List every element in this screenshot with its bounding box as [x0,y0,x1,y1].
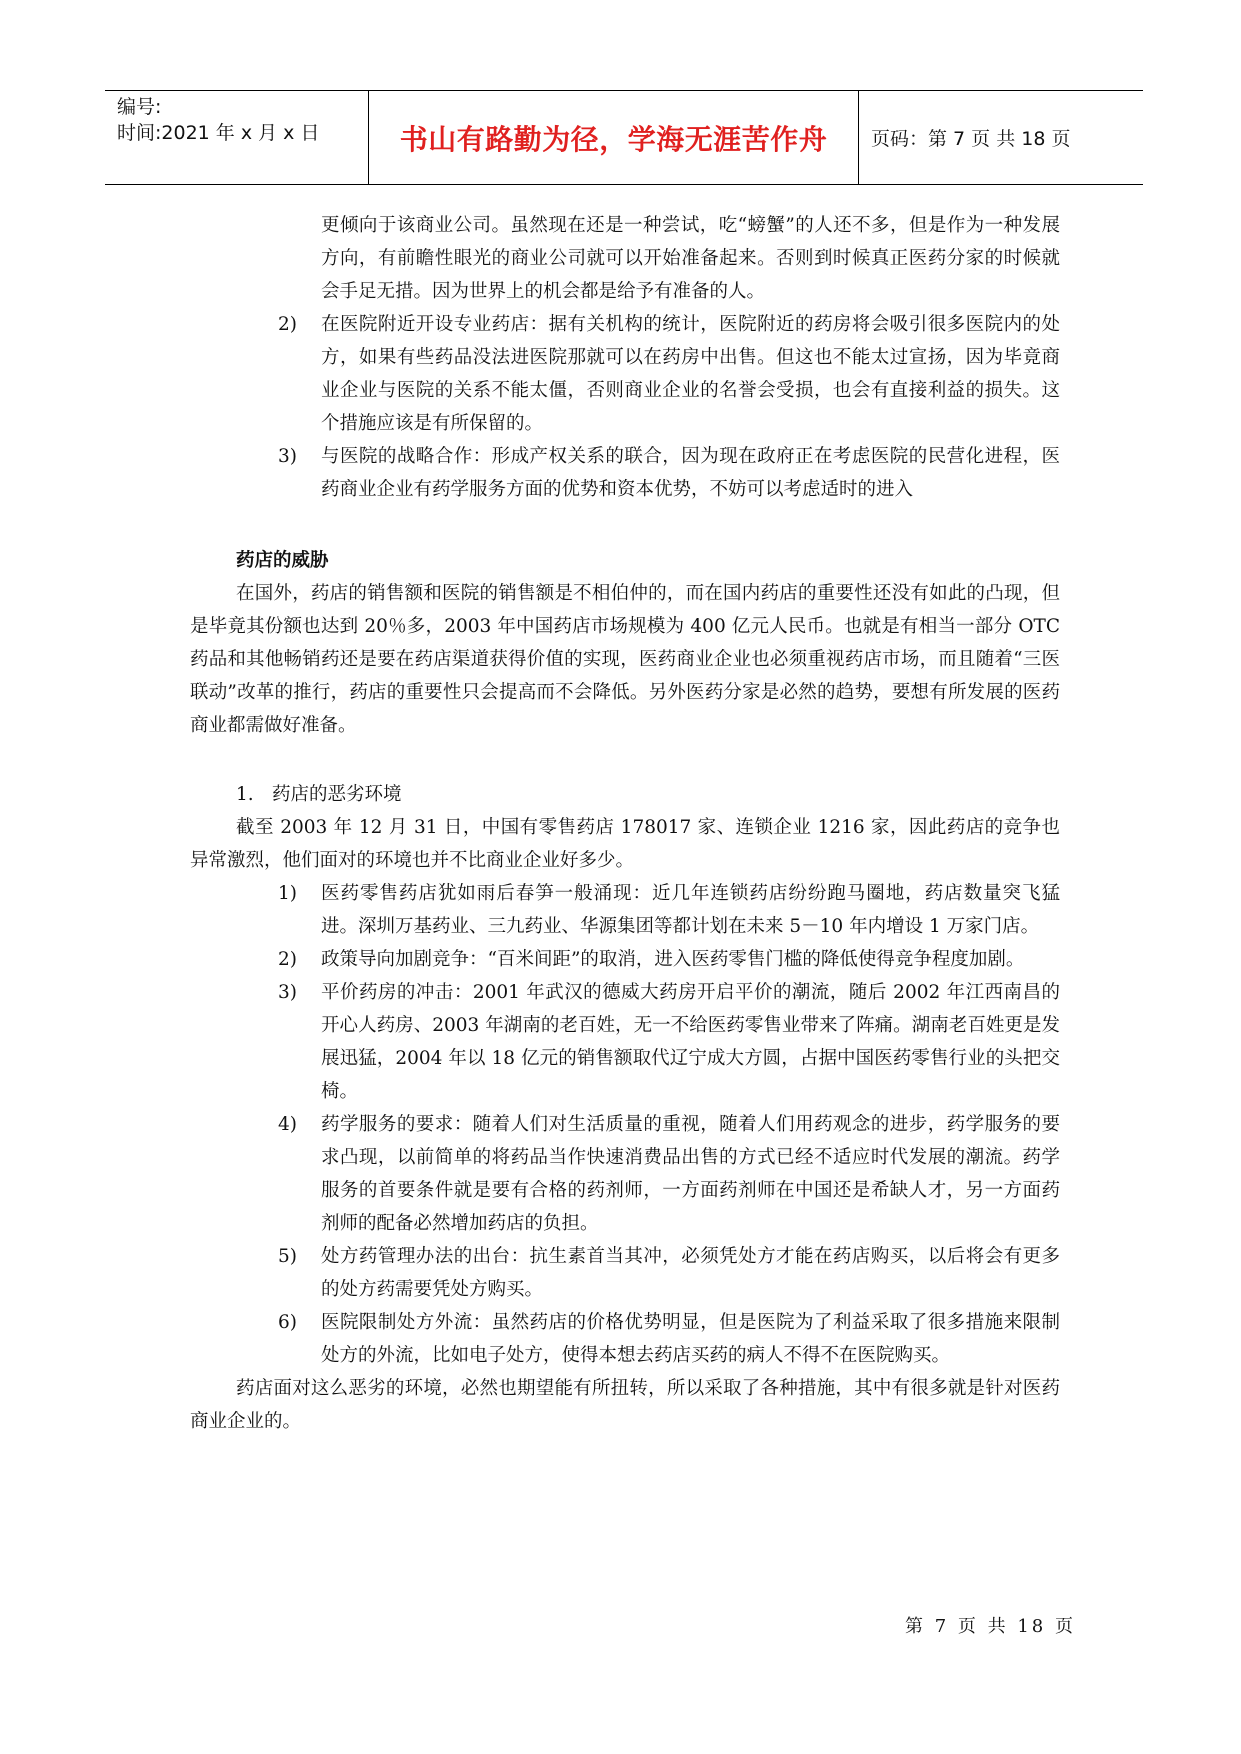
section-heading: 药店的威胁 [236,550,329,571]
paragraph: 在国外，药店的销售额和医院的销售额是不相伯仲的，而在国内药店的重要性还没有如此的凸现，但是毕竟其份额也达到 20％多，2003 年中国药店市场规模为 400 亿元人民币。也就是有相当一部分 OTC 药品和其他畅销药还是要在药店渠道获得价值的实现，医药商业企业也必须重视药店市场，而且随着“三医联动”改革的推行，药店的重要性只会提高而不会降低。另外医药分家是必然的趋势，要想有所发展的医药商业都需做好准备。 [190,583,1060,736]
list-text: 在医院附近开设专业药店：据有关机构的统计，医院附近的药房将会吸引很多医院内的处方，如果有些药品没法进医院那就可以在药房中出售。但这也不能太过宣扬，因为毕竟商业企业与医院的关系不能太僵，否则商业企业的名誉会受损，也会有直接利益的损失。这个措施应该是有所保留的。 [321,314,1060,434]
header-page-info: 页码：第 7 页 共 18 页 [871,128,1071,150]
list-number: 2) [278,949,297,970]
list-number: 5) [278,1246,297,1267]
subsection-title [190,778,1060,811]
list-text: 医院限制处方外流：虽然药店的价格优势明显，但是医院为了利益采取了很多措施来限制处方的外流，比如电子处方，使得本想去药店买药的病人不得不在医院购买。 [321,1312,1060,1366]
list-text: 医药零售药店犹如雨后春笋一般涌现：近几年连锁药店纷纷跑马圈地，药店数量突飞猛进。深圳万基药业、三九药业、华源集团等都计划在未来 5－10 年内增设 1 万家门店。 [321,883,1060,937]
list-text: 处方药管理办法的出台：抗生素首当其冲，必须凭处方才能在药店购买，以后将会有更多的处方药需要凭处方购买。 [321,1246,1060,1300]
list-number: 3) [278,982,297,1003]
list-item [190,943,1060,976]
list-number: 6) [278,1312,297,1333]
list-item [190,877,1060,943]
list-item [190,1108,1060,1240]
header-divider [858,91,859,184]
header-meta [117,91,372,184]
list-item [190,1240,1060,1306]
list-text: 政策导向加剧竞争：“百米间距”的取消，进入医药零售门槛的降低使得竞争程度加剧。 [321,949,1025,970]
document-body [190,209,1060,1438]
number-label: 编号: [117,96,162,118]
list-text: 药学服务的要求：随着人们对生活质量的重视，随着人们用药观念的进步，药学服务的要求凸现，以前简单的将药品当作快速消费品出售的方式已经不适应时代发展的潮流。药学服务的首要条件就是要有合格的药剂师，一方面药剂师在中国还是希缺人才，另一方面药剂师的配备必然增加药店的负担。 [321,1114,1060,1234]
list-text: 平价药房的冲击：2001 年武汉的德威大药房开启平价的潮流，随后 2002 年江西南昌的开心人药房、2003 年湖南的老百姓，无一不给医药零售业带来了阵痛。湖南老百姓更是发展迅猛，2004 年以 18 亿元的销售额取代辽宁成大方圆，占据中国医药零售行业的头把交椅。 [321,982,1060,1102]
list-number: 3) [278,446,297,467]
page-footer: 第 7 页 共 18 页 [905,1616,1076,1637]
list-item [190,1306,1060,1372]
time-label: 时间:2021 年 x 月 x 日 [117,122,320,144]
header-motto: 书山有路勤为径，学海无涯苦作舟 [399,122,828,156]
subsection-number: 1. [236,784,254,805]
list-number: 1) [278,883,297,904]
subsection-label: 药店的恶劣环境 [272,784,402,805]
list-item [190,308,1060,440]
list-item [190,976,1060,1108]
list-item [190,440,1060,506]
paragraph: 药店面对这么恶劣的环境，必然也期望能有所扭转，所以采取了各种措施，其中有很多就是针对医药商业企业的。 [190,1378,1060,1432]
continuation-paragraph: 更倾向于该商业公司。虽然现在还是一种尝试，吃“螃蟹”的人还不多，但是作为一种发展方向，有前瞻性眼光的商业公司就可以开始准备起来。否则到时候真正医药分家的时候就会手足无措。因为世界上的机会都是给予有准备的人。 [321,215,1060,302]
list-text: 与医院的战略合作：形成产权关系的联合，因为现在政府正在考虑医院的民营化进程，医药商业企业有药学服务方面的优势和资本优势，不妨可以考虑适时的进入 [321,446,1060,500]
list-number: 4) [278,1114,297,1135]
list-number: 2) [278,314,297,335]
paragraph: 截至 2003 年 12 月 31 日，中国有零售药店 178017 家、连锁企业 1216 家，因此药店的竞争也异常激烈，他们面对的环境也并不比商业企业好多少。 [190,817,1060,871]
page-header [105,90,1143,185]
